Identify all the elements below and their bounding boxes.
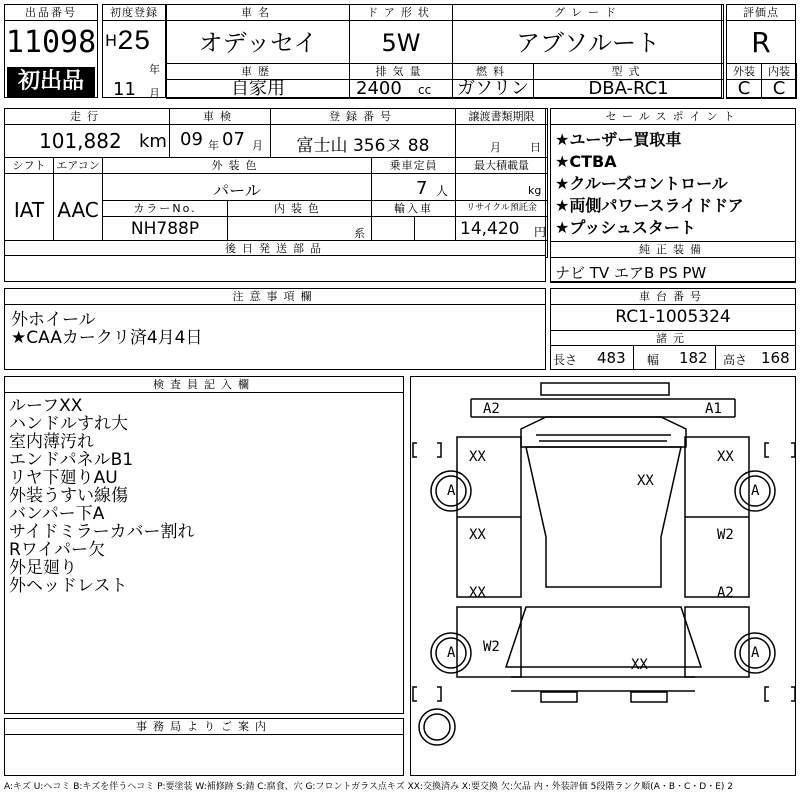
month-unit: 月 [149, 87, 160, 100]
plate-label: 登録番号 [271, 109, 455, 125]
interior-rating: C [772, 79, 786, 99]
grade-label: グレード [453, 5, 723, 21]
chassis-label: 車台番号 [551, 289, 795, 305]
fuel-value: ガソリン [457, 79, 529, 99]
capacity-value: 7 [416, 178, 428, 199]
inspector-line: エンドパネルB1 [9, 450, 134, 470]
history-value: 自家用 [231, 79, 285, 99]
inspector-line: リヤ下廻りAU [9, 468, 118, 488]
interior-rating-cell [761, 63, 797, 99]
mileage-cell [4, 108, 170, 158]
front-bumper-shape [541, 383, 669, 395]
lot-number: 11098 [5, 25, 97, 60]
interior-color-label: 内装色 [228, 201, 371, 217]
dim-divider [715, 346, 716, 370]
max-load-unit: kg [528, 184, 542, 197]
registration-month: 11 [113, 79, 136, 100]
history-cell [166, 63, 350, 99]
exterior-color-cell [102, 157, 372, 201]
door-cell [349, 4, 453, 64]
mileage-label: 走行 [5, 109, 169, 125]
rating-label: 評価点 [727, 5, 795, 21]
model-value: DBA-RC1 [588, 79, 669, 99]
height-value: 168 [761, 349, 790, 367]
registration-label: 初度登録 [103, 5, 165, 21]
legend: A:キズ U:ヘコミ B:キズを伴うヘコミ P:要塗装 W:補修跡 S:錆 C:腐食、穴 G:フロントガラス点キズ XX:交換済み X:要交換 欠:欠品 内・外装評価 5段階ランク順(A・B・C・D・E) 2 [4, 782, 734, 792]
fuel-label: 燃料 [453, 64, 533, 80]
transfer-day-unit: 日 [530, 141, 541, 154]
chassis-value: RC1-1005324 [615, 307, 731, 327]
damage-mark: A [447, 483, 456, 499]
inspector-line: 外ヘッドレスト [9, 576, 128, 596]
damage-mark: XX [469, 449, 486, 465]
inspection-year: 09 [180, 129, 203, 150]
transfer-month-unit: 月 [490, 141, 501, 154]
fuel-cell [452, 63, 534, 99]
inspector-line: サイドミラーカバー割れ [9, 522, 195, 542]
sales-points-list [555, 129, 744, 239]
damage-diagram-box [410, 376, 796, 776]
interior-color-suffix: 系 [354, 227, 365, 240]
inspection-year-unit: 年 [208, 139, 219, 152]
inspector-line: 外足廻り [9, 558, 77, 578]
inspector-box [4, 376, 404, 714]
sales-point: ★プッシュスタート [555, 218, 696, 237]
inspector-line: 外装うすい線傷 [9, 486, 128, 506]
max-load-cell [455, 157, 548, 201]
damage-mark: XX [469, 585, 486, 601]
displacement-cell [349, 63, 453, 99]
spec-box [4, 108, 546, 256]
equipment-label: 純正装備 [551, 242, 795, 258]
import-cell [371, 200, 456, 241]
transfer-cell [455, 108, 548, 158]
exterior-color-value: パール [213, 181, 261, 200]
color-no-value: NH788P [130, 219, 200, 239]
damage-mark: A1 [705, 401, 722, 417]
damage-mark: A2 [483, 401, 500, 417]
notes-label: 注意事項欄 [5, 289, 545, 305]
exterior-rating-label: 外装 [727, 64, 761, 80]
inspector-line: 室内薄汚れ [9, 432, 94, 452]
equipment-value: ナビ TV エアB PS PW [555, 264, 707, 282]
length-label: 長さ [553, 353, 578, 367]
aircon-cell [53, 157, 103, 241]
sales-point: ★CTBA [555, 152, 617, 171]
width-label: 幅 [647, 353, 660, 367]
office-label: 事務局よりご案内 [5, 719, 403, 735]
color-no-label: カラーNo. [103, 201, 227, 217]
damage-mark: XX [637, 473, 654, 489]
capacity-cell [371, 157, 456, 201]
inspection-month-unit: 月 [252, 139, 263, 152]
dimensions-header [550, 330, 796, 346]
exterior-rating: C [737, 79, 751, 99]
history-label: 車歴 [167, 64, 349, 80]
rating-box [726, 4, 796, 98]
equipment-cell [550, 241, 796, 283]
car-diagram [411, 377, 795, 775]
lot-label: 出品番号 [5, 5, 97, 21]
dim-divider [633, 346, 634, 370]
shift-cell [4, 157, 54, 241]
inspection-month: 07 [222, 129, 245, 150]
later-parts-body [4, 256, 546, 282]
damage-mark: A [751, 645, 760, 661]
first-listing-badge: 初出品 [7, 67, 95, 97]
displacement-label: 排気量 [350, 64, 452, 80]
damage-mark: A [447, 645, 456, 661]
length-value: 483 [597, 349, 626, 367]
notes-box [4, 288, 546, 370]
exterior-color-label: 外装色 [103, 158, 371, 174]
door-value: 5W [381, 29, 421, 57]
shift-label: シフト [5, 158, 53, 174]
sales-point: ★両側パワースライドドア [555, 196, 744, 215]
capacity-unit: 人 [436, 184, 449, 198]
exterior-rating-cell [726, 63, 762, 99]
interior-color-cell [227, 200, 372, 241]
capacity-label: 乗車定員 [372, 158, 455, 174]
damage-mark: W2 [717, 527, 734, 543]
registration-box [102, 4, 166, 98]
inspector-line: ルーフXX [9, 396, 83, 416]
later-parts-label: 後日発送部品 [225, 242, 327, 255]
note-line: ★CAAカークリ済4月4日 [11, 328, 203, 348]
registration-year: 25 [117, 27, 151, 58]
sales-point: ★クルーズコントロール [555, 174, 728, 193]
damage-mark: XX [717, 449, 734, 465]
notes-list [11, 311, 202, 347]
import-divider [414, 217, 415, 241]
recycle-cell [455, 200, 548, 241]
import-label: 輸入車 [372, 201, 455, 217]
car-name: オデッセイ [198, 29, 318, 57]
transfer-label: 譲渡書類期限 [456, 109, 547, 125]
car-name-cell [166, 4, 350, 64]
note-line: 外ホイール [11, 310, 96, 330]
mileage-unit: km [139, 131, 167, 152]
aircon-label: エアコン [54, 158, 102, 174]
rating-score: R [751, 26, 771, 59]
shift-value: IAT [13, 198, 45, 222]
sales-point: ★ユーザー買取車 [555, 130, 682, 149]
displacement-unit: cc [418, 83, 432, 97]
car-box [166, 4, 722, 98]
inspector-label: 検査員記入欄 [5, 377, 403, 393]
damage-mark: A2 [717, 585, 734, 601]
model-label: 型式 [534, 64, 723, 80]
width-value: 182 [679, 349, 708, 367]
damage-mark: XX [469, 527, 486, 543]
chassis-box [550, 288, 796, 370]
car-name-label: 車名 [167, 5, 349, 21]
mileage-value: 101,882 [39, 129, 122, 153]
inspection-label: 車検 [170, 109, 270, 125]
plate-cell [270, 108, 456, 158]
dimensions-label: 諸元 [656, 332, 690, 345]
recycle-label: リサイクル預託金 [456, 201, 547, 217]
registration-era: H [105, 31, 118, 50]
recycle-unit: 円 [534, 225, 547, 239]
inspector-line: ハンドルすれ大 [9, 414, 128, 434]
aircon-value: AAC [57, 198, 99, 222]
sales-points-box [550, 108, 796, 282]
year-unit: 年 [149, 63, 160, 76]
grade-cell [452, 4, 724, 64]
sales-points-label: セールスポイント [551, 109, 795, 125]
recycle-value: 14,420 [460, 219, 520, 239]
office-box [4, 718, 404, 776]
grade-value: アブソルート [516, 29, 660, 57]
lot-box [4, 4, 98, 98]
height-label: 高さ [723, 353, 748, 367]
max-load-label: 最大積載量 [456, 158, 547, 174]
inspector-line: Rワイパー欠 [9, 540, 105, 560]
damage-mark: W2 [483, 639, 500, 655]
door-label: ドア形状 [350, 5, 452, 21]
interior-rating-label: 内装 [762, 64, 796, 80]
damage-mark: XX [631, 657, 648, 673]
plate-value: 富士山 356ヌ 88 [296, 136, 430, 156]
model-cell [533, 63, 724, 99]
inspector-list [9, 397, 194, 595]
damage-mark: A [751, 483, 760, 499]
inspector-line: バンパー下A [9, 504, 105, 524]
color-no-cell [102, 200, 228, 241]
inspection-cell [169, 108, 271, 158]
displacement-value: 2400 [356, 79, 402, 99]
